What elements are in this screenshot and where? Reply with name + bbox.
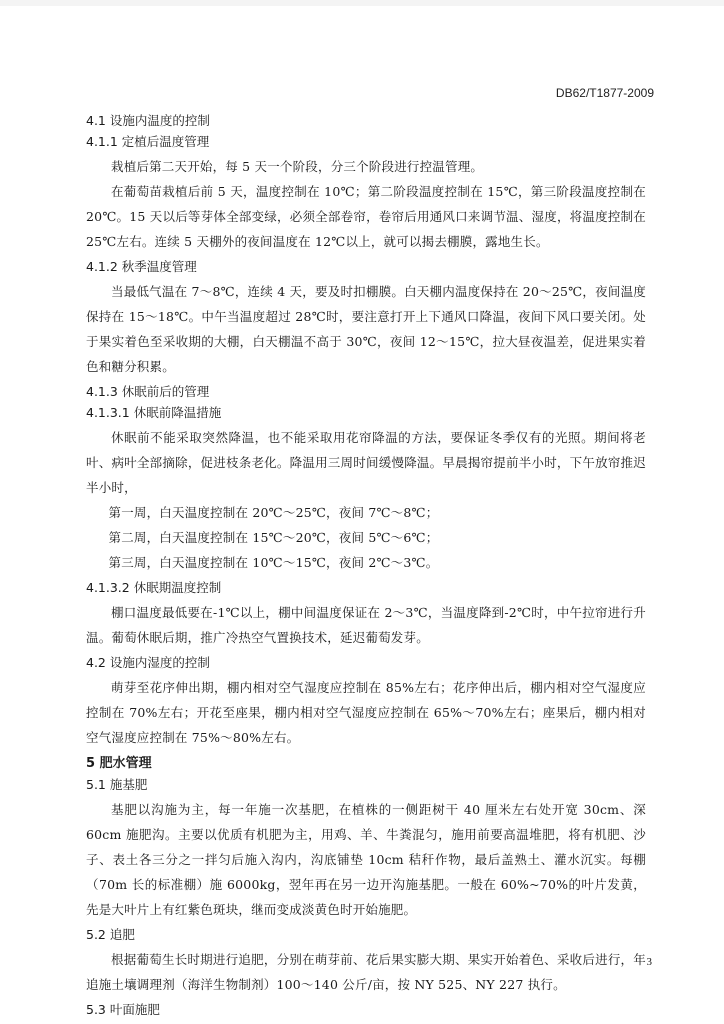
section-heading: 4.1.3.1 休眠前降温措施 <box>86 405 222 420</box>
section-heading: 4.1.2 秋季温度管理 <box>86 259 197 274</box>
paragraph: 栽植后第二天开始，每 5 天一个阶段，分三个阶段进行控温管理。 <box>111 159 484 174</box>
paragraph: 休眠前不能采取突然降温，也不能采取用花帘降温的方法，要保证冬季仅有的光照。期间将老叶、病叶全部摘除，促进枝条老化。降温用三周时间缓慢降温。早晨揭帘提前半小时，下午放帘推迟半小时， <box>86 430 646 495</box>
section-heading: 5.2 追肥 <box>86 927 135 942</box>
scan-edge <box>0 0 724 6</box>
section-heading: 5.3 叶面施肥 <box>86 1002 160 1017</box>
paragraph: 基肥以沟施为主，每一年施一次基肥，在植株的一侧距树干 40 厘米左右处开宽 30cm、深 60cm 施肥沟。主要以优质有机肥为主，用鸡、羊、牛粪混匀，施用前要高温堆肥，将有机肥、沙子、表土各三分之一拌匀后施入沟内，沟底铺垫 10cm 秸秆作物，最后盖熟土、灌水沉实。每棚（70m 长的标准棚）施 6000kg，翌年再在另一边开沟施基肥。一般在 60%~70%的叶片发黄，先是大叶片上有红紫色斑块，继而变成淡黄色时开始施肥。 <box>86 802 646 917</box>
page-number: 3 <box>646 956 652 968</box>
paragraph: 当最低气温在 7～8℃，连续 4 天，要及时扣棚膜。白天棚内温度保持在 20～25℃，夜间温度保持在 15～18℃。中午当温度超过 28℃时，要注意打开上下通风口降温，夜间下风口要关闭。处于果实着色至采收期的大棚，白天棚温不高于 30℃，夜间 12～15℃，拉大昼夜温差，促进果实着色和糖分积累。 <box>86 284 646 374</box>
section-heading: 4.1 设施内温度的控制 <box>86 113 210 128</box>
document-body <box>86 108 646 1022</box>
paragraph: 在葡萄苗栽植后前 5 天，温度控制在 10℃；第二阶段温度控制在 15℃，第三阶段温度控制在 20℃。15 天以后等芽体全部变绿，必须全部卷帘，卷帘后用通风口来调节温、湿度，将温度控制在 25℃左右。连续 5 天棚外的夜间温度在 12℃以上，就可以揭去棚膜，露地生长。 <box>86 184 646 249</box>
paragraph: 棚口温度最低要在-1℃以上，棚中间温度保证在 2～3℃，当温度降到-2℃时，中午拉帘进行升温。葡萄休眠后期，推广冷热空气置换技术，延迟葡萄发芽。 <box>86 605 646 645</box>
list-item: 第二周，白天温度控制在 15℃～20℃，夜间 5℃～6℃； <box>108 530 439 545</box>
section-heading: 4.1.3 休眠前后的管理 <box>86 384 210 399</box>
paragraph: 萌芽至花序伸出期，棚内相对空气湿度应控制在 85%左右；花序伸出后，棚内相对空气湿度应控制在 70%左右；开花至座果，棚内相对空气湿度应控制在 65%～70%左右；座果后，棚内相对空气湿度应控制在 75%～80%左右。 <box>86 680 646 745</box>
section-heading: 4.2 设施内湿度的控制 <box>86 655 210 670</box>
section-heading: 5.1 施基肥 <box>86 777 148 792</box>
list-item: 第三周，白天温度控制在 10℃～15℃，夜间 2℃～3℃。 <box>108 555 439 570</box>
list-item: 第一周，白天温度控制在 20℃～25℃，夜间 7℃～8℃； <box>108 505 439 520</box>
standard-code: DB62/T1877-2009 <box>555 86 654 100</box>
section-heading: 4.1.1 定植后温度管理 <box>86 134 210 149</box>
section-heading: 4.1.3.2 休眠期温度控制 <box>86 580 222 595</box>
paragraph: 根据葡萄生长时期进行追肥，分别在萌芽前、花后果实膨大期、果实开始着色、采收后进行，年追施土壤调理剂（海洋生物制剂）100～140 公斤/亩，按 NY 525、NY 227 执行。 <box>86 952 646 992</box>
chapter-heading: 5 肥水管理 <box>86 756 152 771</box>
